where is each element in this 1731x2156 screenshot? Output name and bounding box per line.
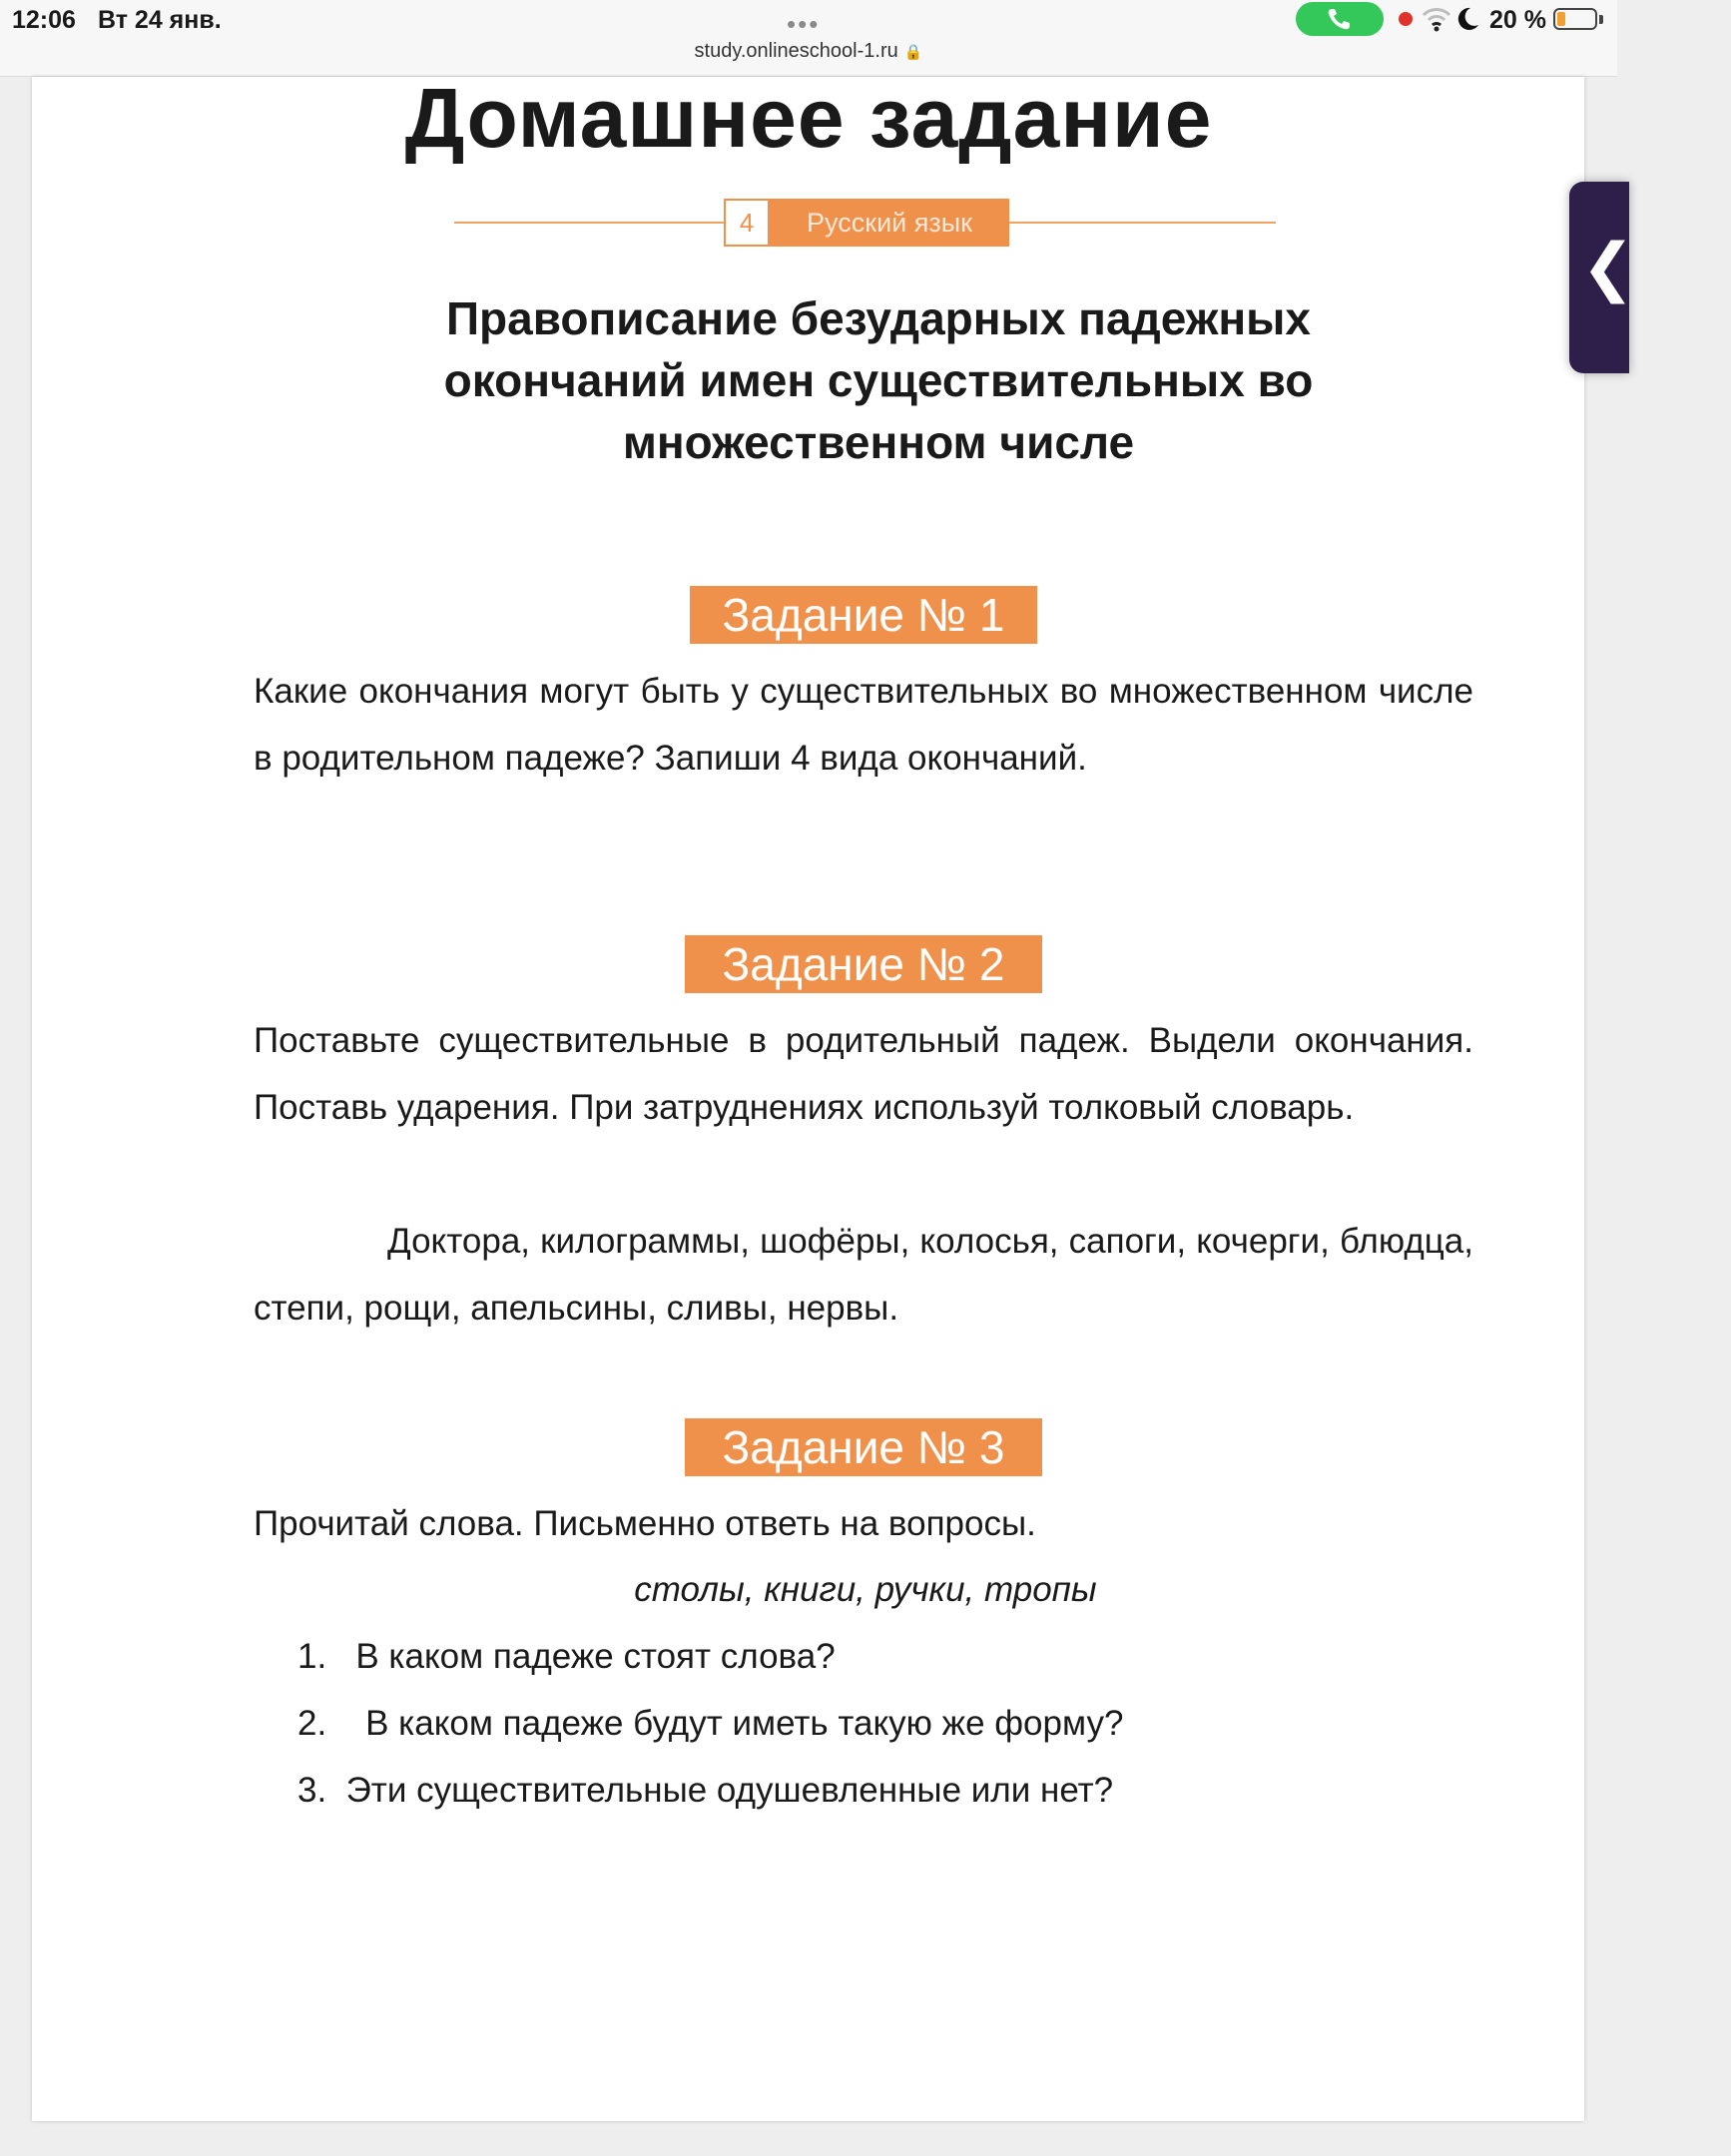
lock-icon: 🔒 <box>903 44 923 61</box>
task-3-examples: столы, книги, ручки, тропы <box>634 1570 1097 1609</box>
task-3-heading: Задание № 3 <box>685 1418 1042 1476</box>
active-call-pill[interactable] <box>1296 2 1384 36</box>
task-3-question: 2. В каком падеже будут иметь такую же форму? <box>297 1704 1124 1743</box>
status-time: 12:06 <box>12 6 76 34</box>
lesson-title-line: множественном числе <box>622 416 1135 468</box>
moon-icon <box>1456 6 1480 32</box>
task-3-question: 3. Эти существительные одушевленные или нет? <box>297 1771 1114 1810</box>
divider-left <box>454 222 724 224</box>
battery-tip <box>1599 15 1603 24</box>
url-text: study.onlineschool-1.ru <box>694 40 898 62</box>
task-3-question: 1. В каком падеже стоят слова? <box>297 1637 836 1676</box>
lesson-title-line: Правописание безударных падежных <box>445 292 1311 344</box>
task-2-heading: Задание № 2 <box>685 935 1042 993</box>
subject-label: Русский язык <box>770 199 1009 247</box>
side-panel-toggle[interactable] <box>1569 182 1635 373</box>
task-1-text: Какие окончания могут быть у существительных во множественном числе в родительном падеже? Запиши 4 вида окончаний. <box>254 672 1473 778</box>
chevron-left-icon: ❮ <box>1581 231 1635 304</box>
task-2-text: Поставьте существительные в родительный падеж. Выдели окончания. Поставь ударения. При затруднениях используй толковый словарь. <box>254 1021 1473 1127</box>
divider-right <box>1009 222 1276 224</box>
address-bar[interactable] <box>0 40 1617 63</box>
subject-badge <box>724 199 1009 247</box>
status-bar <box>0 0 1617 77</box>
lesson-title <box>379 287 1378 473</box>
status-date: Вт 24 янв. <box>98 6 222 34</box>
task-1-heading: Задание № 1 <box>690 586 1037 644</box>
battery-percent: 20 % <box>1489 6 1546 34</box>
task-2-words: Доктора, килограммы, шофёры, колосья, сапоги, кочерги, блюдца, степи, рощи, апельсины, сливы, нервы. <box>254 1222 1473 1328</box>
recording-dot-icon <box>1399 12 1413 26</box>
multitasking-dots-icon[interactable]: ••• <box>787 9 821 39</box>
phone-icon <box>1326 7 1352 31</box>
grade-number: 4 <box>724 199 770 247</box>
lesson-title-line: окончаний имен существительных во <box>443 354 1314 406</box>
document-title: Домашнее задание <box>404 71 1213 165</box>
wifi-icon <box>1422 6 1451 32</box>
task-3-text: Прочитай слова. Письменно ответь на вопросы. <box>254 1504 1036 1543</box>
battery-icon <box>1553 8 1597 30</box>
